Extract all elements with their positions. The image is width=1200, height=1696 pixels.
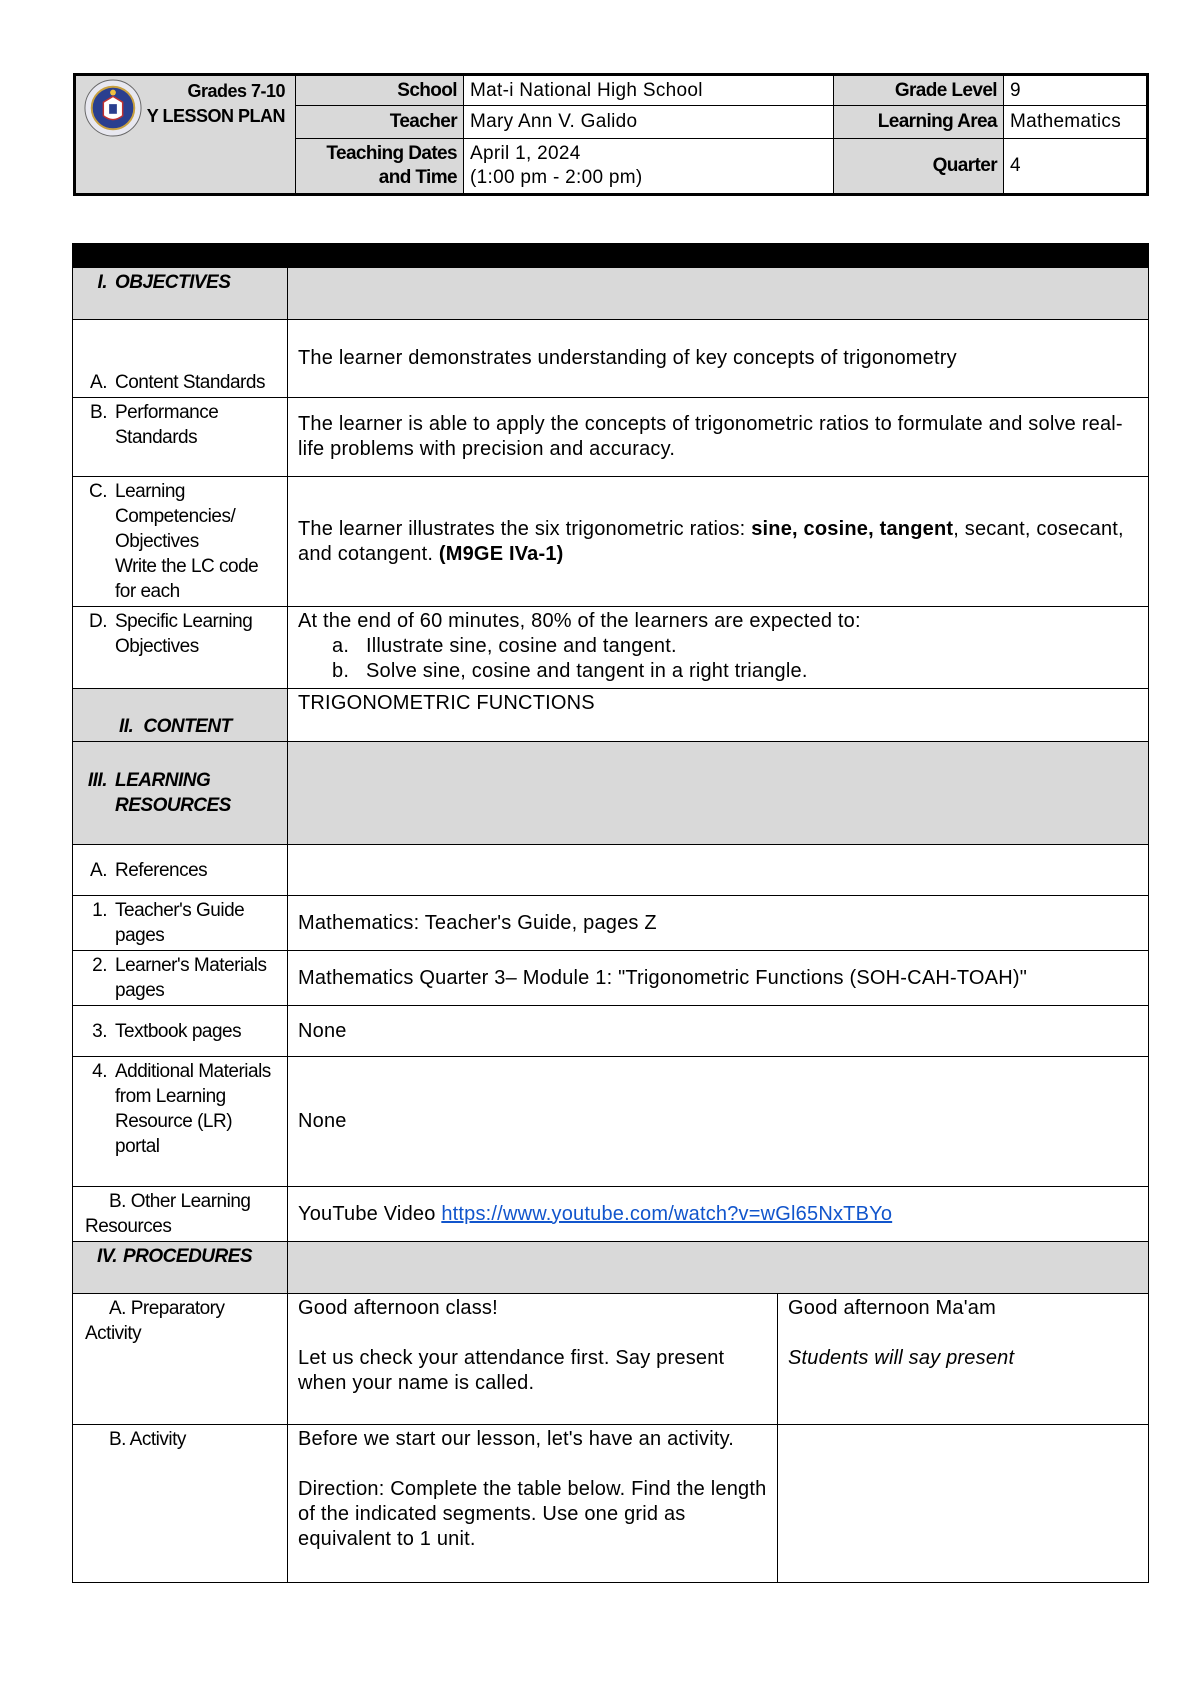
content-standards-label: Content Standards [115,372,265,393]
performance-standards-value: The learner is able to apply the concepts of trigonometric ratios to formulate and solve real-life problems with precision and accuracy. [288,398,1149,477]
content-heading [73,689,288,742]
preparatory-attendance: Let us check your attendance first. Say present when your name is called. [298,1347,725,1394]
specific-objectives-intro: At the end of 60 minutes, 80% of the learners are expected to: [298,610,861,632]
teaching-dates-label [296,139,464,195]
performance-standards-label-cell [73,398,288,477]
teaching-dates-label-line2: and Time [378,167,457,188]
competency-code: (M9GE IVa-1) [438,542,564,565]
preparatory-activity-label: A. Preparatory Activity [73,1294,288,1425]
other-resources-label: B. Other Learning Resources [73,1187,288,1242]
learners-materials-num: 2. [92,955,107,976]
deped-seal-icon [84,77,142,139]
learners-materials-value: Mathematics Quarter 3– Module 1: "Trigonometric Functions (SOH-CAH-TOAH)" [288,951,1149,1006]
references-label: References [115,859,208,881]
plan-type-title: Y LESSON PLAN [146,106,285,126]
lesson-plan-table [72,243,1149,1583]
content-standards-value: The learner demonstrates understanding of key concepts of trigonometry [288,320,1149,398]
procedures-heading [73,1242,288,1294]
learners-materials-label: Learner's Materials pages [115,955,267,1001]
objectives-title: OBJECTIVES [115,272,231,293]
competencies-label-cell [73,477,288,607]
teaching-time: (1:00 pm - 2:00 pm) [470,167,643,188]
student-response: Students will say present [788,1347,1015,1369]
teacher-label: Teacher [296,106,464,139]
specific-objectives-label-cell [73,607,288,689]
activity-label: B. Activity [73,1425,288,1583]
procedures-title: PROCEDURES [123,1246,253,1267]
learning-resources-blank [288,742,1149,845]
header-title-cell [75,75,296,195]
teachers-guide-value: Mathematics: Teacher's Guide, pages Z [288,896,1149,951]
content-standards-label-cell [73,320,288,398]
performance-standards-num: B. [90,402,107,423]
specific-objective-b [298,659,1138,684]
teacher-value: Mary Ann V. Galido [464,106,834,139]
teaching-date: April 1, 2024 [470,143,581,164]
references-blank [288,845,1149,896]
competencies-text-bold: sine, cosine, tangent [751,517,954,540]
teachers-guide-num: 1. [92,900,107,921]
objective-b-marker: b. [332,660,350,682]
content-num: II. [119,716,134,737]
procedures-num: IV. [97,1246,117,1267]
additional-materials-label-cell [73,1057,288,1187]
youtube-video-label: YouTube Video [298,1202,442,1225]
specific-objectives-value [288,607,1149,689]
teachers-guide-label-cell [73,896,288,951]
objective-a-marker: a. [332,635,350,657]
competencies-text-pre: The learner illustrates the six trigonometric ratios: [298,517,752,540]
objective-a-text: Illustrate sine, cosine and tangent. [366,635,677,657]
competencies-label: Learning Competencies/ Objectives [115,481,236,552]
learners-materials-label-cell [73,951,288,1006]
textbook-value: None [288,1006,1149,1057]
learning-resources-title: LEARNING RESOURCES [115,770,231,816]
learning-area-value: Mathematics [1004,106,1148,139]
black-header-bar [73,244,1149,268]
lc-code-note: Write the LC code for each [115,556,259,602]
student-greeting: Good afternoon Ma'am [788,1297,996,1319]
content-title: CONTENT [143,716,232,737]
activity-direction: Direction: Complete the table below. Find the length of the indicated segments. Use one grid as equivalent to 1 unit. [298,1478,767,1550]
specific-objective-a [298,634,1138,659]
header-table [73,73,1149,196]
additional-materials-value: None [288,1057,1149,1187]
textbook-label: Textbook pages [115,1020,242,1042]
learning-resources-num: III. [87,770,107,791]
references-num: A. [90,859,107,881]
objective-b-text: Solve sine, cosine and tangent in a right triangle. [366,660,808,682]
content-standards-num: A. [90,372,107,393]
grade-level-label: Grade Level [834,75,1004,106]
competencies-text-mid: , secant, cosecant, and cotangent. [298,517,1124,565]
plan-grades-title: Grades 7-10 [187,81,285,101]
activity-intro: Before we start our lesson, let's have an activity. [298,1428,735,1450]
activity-teacher-cell [288,1425,778,1583]
school-label: School [296,75,464,106]
competencies-value [288,477,1149,607]
other-resources-value [288,1187,1149,1242]
learning-area-label: Learning Area [834,106,1004,139]
school-value: Mat-i National High School [464,75,834,106]
textbook-label-cell [73,1006,288,1057]
references-label-cell [73,845,288,896]
textbook-num: 3. [92,1020,107,1042]
objectives-heading-blank [288,268,1149,320]
learning-resources-heading [73,742,288,845]
quarter-label: Quarter [834,139,1004,195]
additional-materials-label: Additional Materials from Learning Resource (LR) portal [115,1061,271,1157]
competencies-num: C. [89,481,107,502]
activity-student-cell [778,1425,1149,1583]
content-value: TRIGONOMETRIC FUNCTIONS [288,689,1149,742]
teachers-guide-label: Teacher's Guide pages [115,900,245,946]
grade-level-value: 9 [1004,75,1148,106]
additional-materials-num: 4. [92,1061,107,1082]
preparatory-teacher-cell [288,1294,778,1425]
quarter-value: 4 [1004,139,1148,195]
objectives-num: I. [97,272,107,293]
specific-objectives-num: D. [89,611,107,632]
objectives-heading [73,268,288,320]
youtube-link[interactable]: https://www.youtube.com/watch?v=wGl65NxTBYo [441,1202,893,1225]
teaching-dates-label-line1: Teaching Dates [326,143,457,164]
preparatory-greeting: Good afternoon class! [298,1297,498,1319]
performance-standards-label: Performance Standards [115,402,219,448]
preparatory-student-cell [778,1294,1149,1425]
specific-objectives-label: Specific Learning Objectives [115,611,253,657]
procedures-blank [288,1242,1149,1294]
teaching-dates-value [464,139,834,195]
